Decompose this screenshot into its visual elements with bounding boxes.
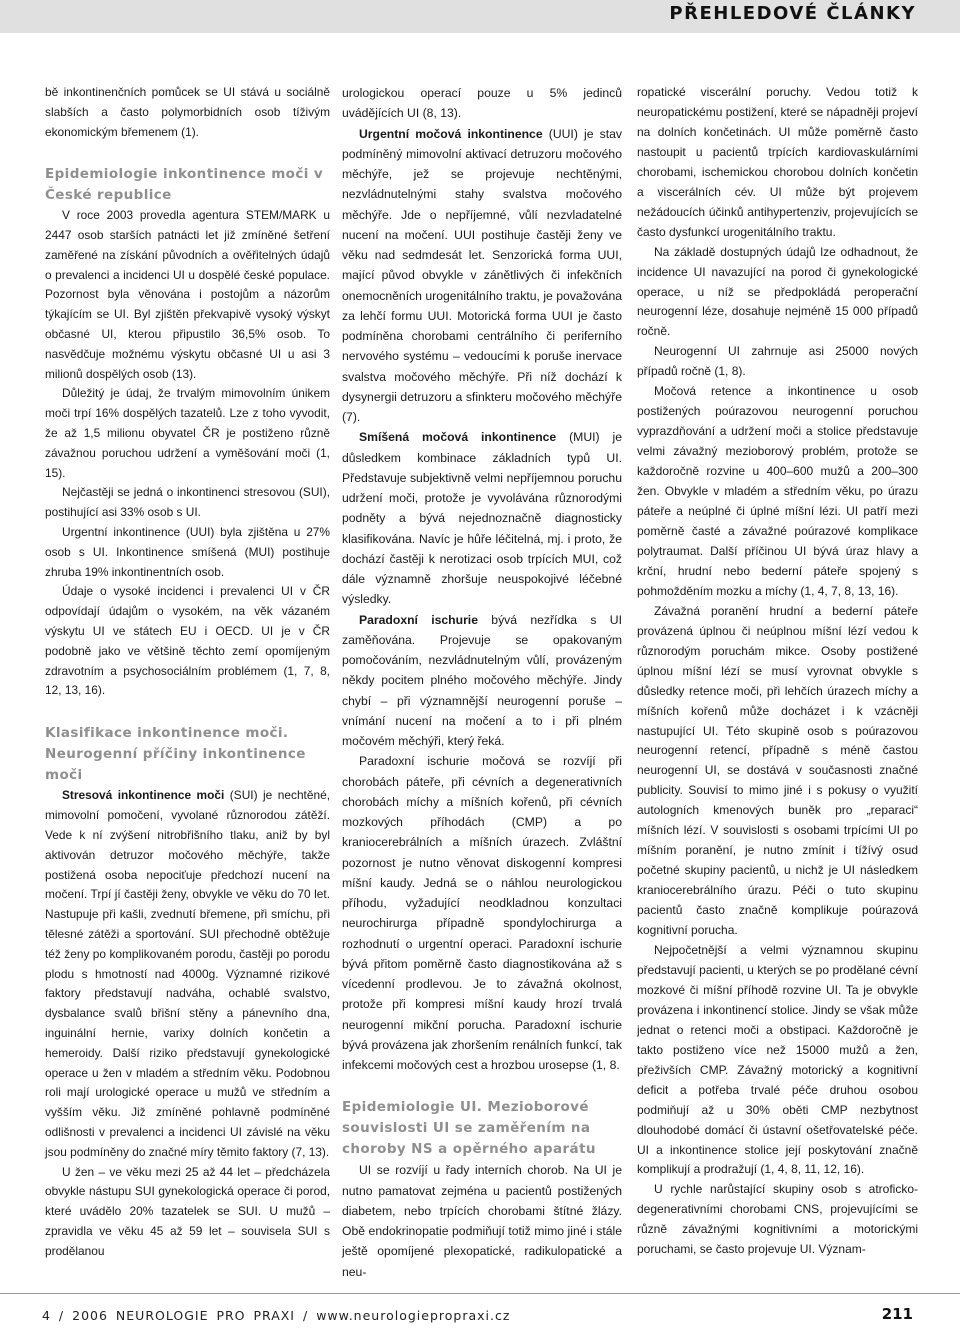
paragraph bbox=[342, 427, 622, 609]
section-heading: Klasifikace inkontinence moči. Neurogenní příčiny inkontinence moči bbox=[45, 724, 306, 784]
paragraph: U rychle narůstající skupiny osob s atroficko-degenerativními chorobami CNS, projevujícími se různě závažnými kognitivními a motorickými poruchami, se často projevuje UI. Význam- bbox=[637, 1182, 918, 1257]
paragraph: Nejpočetnější a velmi významnou skupinu představují pacienti, u kterých se po prodělané cévní mozkové či míšní příhodě rozvine UI. Ta je obvykle provázena i inkontinencí stolice. Jindy se však může jednat o retenci moči a obstipaci. Každoročně je takto postiženo více než 15000 mužů a žen, přeživších CMP. Závažný motorický a kognitivní deficit a potřeba trvalé péče druhou osobou podmiňují až u 30% oběti CMP nezbytnost dlouhodobé domácí či ústavní ošetřovatelské péče. UI a inkontinence stolice její poskytování značně komplikují a prodražují (1, 4, 8, 11, 12, 16). bbox=[637, 942, 918, 1177]
paragraph: V roce 2003 provedla agentura STEM/MARK u 2447 osob starších patnácti let již zmíněné šetření zaměřené na získání původních a ověřitelných údajů o prevalenci a incidenci UI u dospělé české populace. Pozornost byla věnována i postojům a názorům týkajícím se UI. Byl zjištěn překvapivě vysoký výskyt občasné UI, kterou připustilo 36,5% osob. To nasvědčuje možnému výskytu občasné UI u asi 3 milionů dospělých osob (13). bbox=[45, 208, 330, 381]
page-footer bbox=[0, 1293, 960, 1332]
column-3 bbox=[637, 83, 918, 1260]
paragraph: Na základě dostupných údajů lze odhadnout, že incidence UI navazující na porod či gynekologické operace, u níž se předpokládá peroperační neurogenní léze, dosahuje nejméně 15 000 případů ročně. bbox=[637, 244, 918, 339]
paragraph: Závažná poranění hrudní a bederní páteře provázená úplnou či neúplnou míšní lézí vedou k různorodým poruchám mikce. Osoby postižené úplnou míšní lézí se musí vyrovnat obvykle s důsledky retence moči, při lehčích úrazech míchy a míšních kořenů může docházet i k vzácněji nastupující UI. Této skupině osob s poúrazovou neurogenní retencí, případně s méně častou neurogenní UI, se dostává v současnosti značné publicity. Souvisí to mimo jiné i s pokusy o využití autologních kmenových buněk pro „reparaci“ míšních lézí. V souvislosti s osobami trpícími UI po míšním poranění, je nutno zmínit i tížívý osud početné skupiny pacientů, u nichž je UI následkem kraniocerebrálního úrazu. Péči o tuto skupinu pacientů často značně komplikuje poúrazová kognitivní porucha. bbox=[637, 603, 918, 938]
paragraph: Močová retence a inkontinence u osob postižených poúrazovou neurogenní poruchou vyprazdňování a udržení moči a stolice představuje velmi závažný mezioborový problém, protože se každoročně rozvine u 400–600 mužů a 200–300 žen. Obvykle v mladém a středním věku, po úrazu páteře a neúplné či úplné míšní lézi. UI patří mezi poměrně časté a závažné poúrazové komplikace polytraumat. Další příčinou UI bývá úraz hlavy a krční, hrudní nebo bederní páteře spojený s pohmožděním mozku a míchy (1, 4, 7, 8, 13, 16). bbox=[637, 384, 918, 598]
page-number: 211 bbox=[881, 1305, 913, 1323]
journal-name: NEUROLOGIE PRO PRAXI bbox=[115, 1308, 295, 1323]
paragraph bbox=[342, 610, 622, 752]
paragraph: Důležitý je údaj, že trvalým mimovolním únikem moči trpí 16% dospělých tazatelů. Lze z toho vyvodit, že až 1,5 milionu obyvatel ČR je postiženo různě závažnou poruchou udržení a vyměšování moči (1, 15). bbox=[45, 386, 330, 480]
paragraph-text: (SUI) je nechtěné, mimovolní pomočení, vyvolané různorodou zátěží. Vede k ní zvýšení nitrobřišního tlaku, aniž by byl aktivován detruzor močového měchýře, takže postižená osoba nepociťuje předchozí nucení na močení. Trpí jí častěji ženy, obvykle ve věku do 70 let. Nastupuje při kašli, zvednutí břemene, při smíchu, při tělesné zátěži a sportování. SUI přechodně obtěžuje též ženy po komplikovaném porodu, častěji po porodu plodu s hmotností nad 4000g. Významné rizikové faktory představují nadváha, ochablé svalstvo, dysbalance svalů břišní stěny a pánevního dna, inguinální hernie, varixy dolních končetin a hemeroidy. Další riziko představují gynekologické operace u žen v mladém a středním věku. Podobnou roli mají urologické operace u mužů ve středním a vyšším věku. Již zmíněné pohlavně podmíněné odlišnosti v prevalenci a incidenci UI závislé na věku jsou podmíněny do značné míry těmito faktory (7, 13). bbox=[45, 788, 331, 1159]
footer-separator: / bbox=[302, 1308, 309, 1323]
section-title: PŘEHLEDOVÉ ČLÁNKY bbox=[669, 3, 916, 24]
section-heading: Epidemiologie UI. Mezioborové souvislosti UI se zaměřením na choroby NS a opěrného aparátu bbox=[342, 1098, 596, 1158]
paragraph: Nejčastěji se jedná o inkontinenci stresovou (SUI), postihující asi 33% osob s UI. bbox=[45, 485, 330, 520]
issue-number: 4 / 2006 bbox=[42, 1308, 108, 1323]
footer-divider bbox=[0, 1293, 960, 1294]
header-bar bbox=[0, 0, 960, 33]
paragraph: UI se rozvíjí u řady interních chorob. Na UI je nutno pamatovat zejména u pacientů postižených diabetem, nebo trpících chorobami štítné žlázy. Obě endokrinopatie podmiňují totiž mimo jiné i stále ještě opomíjené plexopatické, radikulopatické a neu- bbox=[342, 1163, 622, 1279]
paragraph-text: bývá nezřídka s UI zaměňována. Projevuje se opakovaným pomočováním, nezvládnutelným vůlí, provázeným někdy pocitem plného močového měchýře. Jindy chybí – při významnější neurogenní poruše – vnímání nucení na močení a to i při plném močovém měchýři, který řeká. bbox=[342, 612, 622, 748]
paragraph: Údaje o vysoké incidenci i prevalenci UI v ČR odpovídají údajům o vysokém, na věk vázaném výskytu UI ve státech EU i OECD. UI je v ČR podobně jako ve většině těchto zemí opomíjeným zdravotním a psychosociálním problémem (1, 7, 8, 12, 13, 16). bbox=[45, 584, 330, 698]
paragraph: ropatické viscerální poruchy. Vedou totiž k neuropatickému postižení, které se nápadněji projeví na dolních končetinách. UI může poměrně často nastoupit u pacientů trpících kardiovaskulárními chorobami, ischemickou chorobou dolních končetin a viscerálních cév. UI může být projevem nežádoucích účinků antihypertenziv, projevujících se často dysfunkcí urogenitálního traktu. bbox=[637, 85, 918, 239]
journal-url[interactable]: www.neurologiepropraxi.cz bbox=[316, 1308, 511, 1323]
paragraph-text: (MUI) je důsledkem kombinace základních typů UI. Představuje subjektivně velmi nepříjemnou poruchu udržení moči, protože je vyvolávána různorodými podněty a bývá nejednoznačně diagnosticky klasifikována. Navíc je hůře léčitelná, mj. i proto, že dochází častěji k nerotizaci osob trpících MUI, což dále významně zhoršuje neuspokojivé léčebné výsledky. bbox=[342, 430, 622, 607]
term-bold: Smíšená močová inkontinence bbox=[359, 430, 557, 445]
paragraph bbox=[45, 786, 330, 1162]
column-2 bbox=[342, 83, 622, 1282]
paragraph: Neurogenní UI zahrnuje asi 25000 nových případů ročně (1, 8). bbox=[637, 344, 918, 379]
term-bold: Stresová inkontinence moči bbox=[62, 788, 225, 803]
term-bold: Paradoxní ischurie bbox=[359, 612, 478, 627]
paragraph: Urgentní inkontinence (UUI) byla zjištěna u 27% osob s UI. Inkontinence smíšená (MUI) postihuje zhruba 19% inkontinentních osob. bbox=[45, 525, 330, 579]
paragraph-text: (UUI) je stav podmíněný mimovolní aktivací detruzoru močového měchýře, jež se projevuje nechtěnými, nezvládnutelnými stahy svalstva močového měchýře. Jde o nepříjemné, vůlí nezvladatelné nucení na močení. UUI postihuje častěji ženy ve věku nad sedmdesát let. Senzorická forma UUI, mající původ obvykle v zánětlivých či infekčních onemocněních urogenitálního traktu, je považována za lehčí formu UUI. Motorická forma UUI je často podmíněna chorobami centrálního či periferního nervového systému – vedoucími k poruše inervace svalstva močového měchýře. Při níž dochází k dysynergii detruzoru a sfinkteru močového měchýře (7). bbox=[342, 126, 622, 424]
footer-citation bbox=[42, 1308, 510, 1323]
paragraph: Paradoxní ischurie močová se rozvíjí při chorobách páteře, při cévních a degenerativních chorobách míchy a míšních kořenů, při cévních mozkových příhodách (CMP) a po kraniocerebrálních a míšních úrazech. Zvláštní pozornost je nutno věnovat diskogenní kompresi míšní kaudy. Jedná se o náhlou neurologickou příhodu, vyžadující neodkladnou konzultaci neurochirurga případně spondylochirurga a rozhodnutí o urgentní operaci. Paradoxní ischurie bývá přitom poměrně často diagnostikována až s vícedenní prodlevou. Je to závažná okolnost, protože při kompresi míšní kaudy hrozí trvalá neurogenní mikční porucha. Paradoxní ischurie bývá provázena jak zhoršením renálních funkcí, tak infekcemi močových cest a hrozbou urosepse (1, 8. bbox=[342, 754, 622, 1072]
paragraph: urologickou operací pouze u 5% jedinců uvádějících UI (8, 13). bbox=[342, 86, 622, 121]
paragraph: U žen – ve věku mezi 25 až 44 let – předcházela obvykle nástupu SUI gynekologická operace či porod, které uvádělo 20% tazatelek se SUI. U mužů – zpravidla ve věku 45 až 59 let – souvisela SUI s prodělanou bbox=[45, 1164, 330, 1258]
section-heading: Epidemiologie inkontinence moči v České republice bbox=[45, 165, 324, 203]
term-bold: Urgentní močová inkontinence bbox=[359, 126, 543, 141]
paragraph: bě inkontinenčních pomůcek se UI stává u sociálně slabších a často polymorbidních osob tíživým ekonomickým břemenem (1). bbox=[45, 85, 330, 139]
paragraph bbox=[342, 124, 622, 428]
column-1 bbox=[45, 83, 330, 1262]
